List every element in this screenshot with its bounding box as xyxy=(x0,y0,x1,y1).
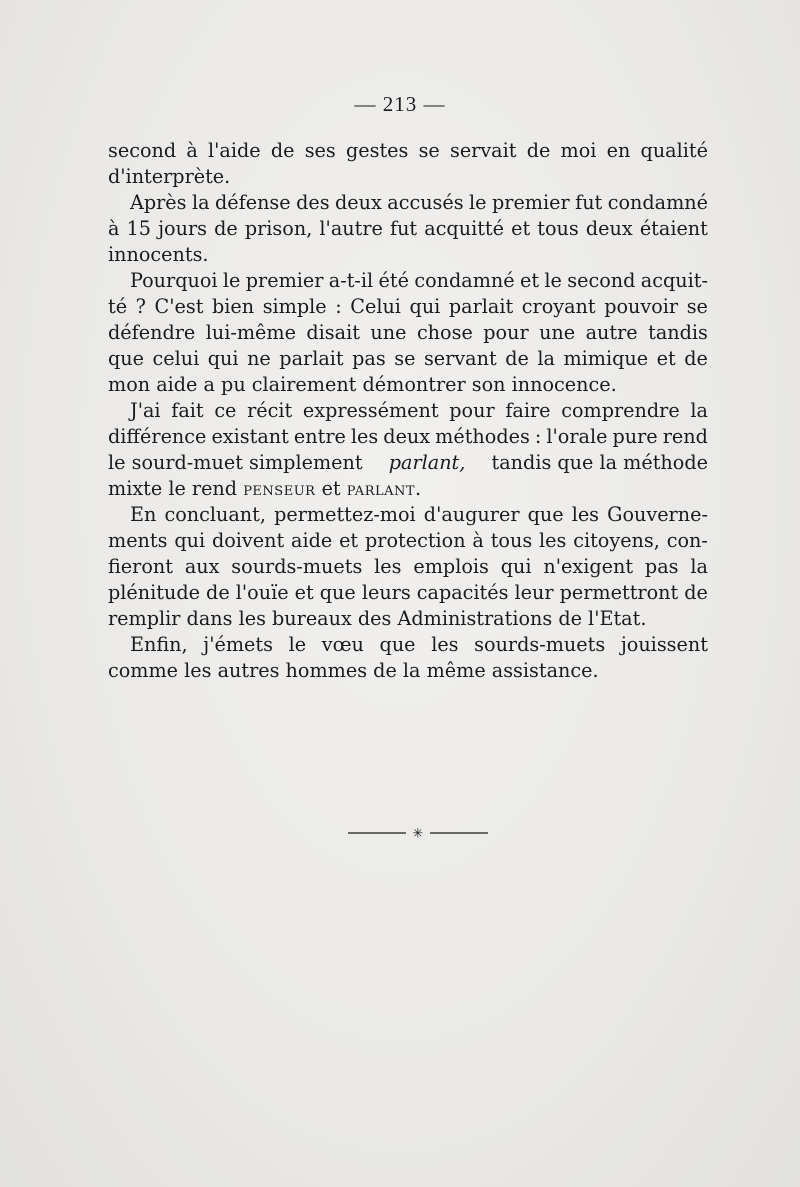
word: des xyxy=(296,191,330,214)
word: et xyxy=(519,269,540,292)
word: vœu xyxy=(321,633,364,656)
word: à xyxy=(186,139,198,162)
word: qui xyxy=(500,555,532,578)
word: doivent xyxy=(211,529,285,552)
word: étaient xyxy=(639,217,708,240)
word: parlait xyxy=(279,347,344,370)
word: concluant, xyxy=(164,503,266,526)
word: tandis xyxy=(648,321,708,344)
word: pas xyxy=(352,347,386,370)
word: n'exigent xyxy=(543,555,634,578)
word: méthodes xyxy=(435,425,530,448)
word: : xyxy=(534,425,542,448)
line-text: le sourd-muet simplement xyxy=(108,451,363,474)
text-line xyxy=(108,294,708,320)
word: les xyxy=(350,425,379,448)
word: J'ai xyxy=(130,399,161,422)
word: de xyxy=(684,347,708,370)
word: et xyxy=(656,347,676,370)
word: emplois xyxy=(413,555,489,578)
word: se xyxy=(686,295,708,318)
word: C'est xyxy=(154,295,204,318)
word: premier xyxy=(491,191,570,214)
word: permettront xyxy=(559,581,679,604)
text-line xyxy=(108,268,708,294)
line-text xyxy=(130,268,708,294)
word: en xyxy=(606,139,631,162)
word: j'émets xyxy=(203,633,273,656)
word: l'aide xyxy=(208,139,261,162)
word: citoyens, xyxy=(573,529,660,552)
word: qualité xyxy=(640,139,708,162)
word: jouissent xyxy=(620,633,708,656)
word: : xyxy=(335,295,342,318)
word: l'orale xyxy=(546,425,608,448)
line-text xyxy=(108,320,708,346)
word: second xyxy=(108,139,177,162)
word: fut xyxy=(575,191,603,214)
word: acquit- xyxy=(640,269,708,292)
word: pouvoir xyxy=(604,295,679,318)
word: de xyxy=(270,139,295,162)
word: chose xyxy=(416,321,473,344)
text-line xyxy=(108,424,708,450)
word: moi xyxy=(560,139,597,162)
paragraph-2 xyxy=(108,190,708,268)
word: d'augurer xyxy=(423,503,520,526)
text-line xyxy=(108,164,708,190)
line-text xyxy=(108,580,708,606)
line-text xyxy=(108,424,708,450)
word: lui-même xyxy=(205,321,296,344)
word: simple xyxy=(262,295,327,318)
word: et xyxy=(511,217,531,240)
line-text: et xyxy=(321,477,341,500)
word: de xyxy=(206,581,230,604)
word: une xyxy=(539,321,576,344)
word: Gouverne- xyxy=(607,503,708,526)
body-text xyxy=(108,138,708,684)
line-text xyxy=(130,190,708,216)
word: condamné xyxy=(414,269,515,292)
word: prison, xyxy=(244,217,313,240)
word: acquitté xyxy=(424,217,504,240)
word: l'autre xyxy=(319,217,383,240)
word: le xyxy=(222,269,241,292)
word: aide xyxy=(291,529,333,552)
word: Après xyxy=(130,191,187,214)
text-line xyxy=(108,658,708,684)
paragraph-4 xyxy=(108,398,708,502)
word: rend xyxy=(662,425,708,448)
paragraph-5 xyxy=(108,502,708,632)
word: se xyxy=(394,347,416,370)
text-line xyxy=(108,398,708,424)
word: mimique xyxy=(563,347,649,370)
section-end-ornament xyxy=(348,826,488,840)
word: permettez-moi xyxy=(274,503,416,526)
word: leurs xyxy=(361,581,411,604)
line-text: tandis que la méthode xyxy=(491,451,708,474)
word: de xyxy=(684,581,708,604)
word: et xyxy=(294,581,314,604)
smallcaps-penseur: penseur xyxy=(243,477,316,500)
word: récit xyxy=(247,399,293,422)
word: leur xyxy=(514,581,554,604)
word: que xyxy=(379,633,416,656)
word: une xyxy=(370,321,407,344)
word: gestes xyxy=(345,139,409,162)
line-text: d'interprète. xyxy=(108,165,231,188)
word: la xyxy=(690,555,708,578)
word: ce xyxy=(214,399,237,422)
word: bien xyxy=(211,295,255,318)
text-line xyxy=(108,138,708,164)
word: autre xyxy=(585,321,638,344)
line-text xyxy=(108,216,708,242)
text-line xyxy=(108,554,708,580)
text-line xyxy=(108,346,708,372)
line-text: innocents. xyxy=(108,243,209,266)
word: En xyxy=(130,503,157,526)
word: les xyxy=(571,503,600,526)
word: entre xyxy=(293,425,346,448)
text-line xyxy=(108,528,708,554)
word: et xyxy=(339,529,359,552)
smallcaps-parlant: parlant. xyxy=(346,477,422,500)
word: comprendre xyxy=(561,399,680,422)
word: de xyxy=(214,217,238,240)
line-text xyxy=(130,632,708,658)
line-text: remplir dans les bureaux des Administrations de l'Etat. xyxy=(108,607,647,630)
word: qui xyxy=(409,295,441,318)
line-text: mon aide a pu clairement démontrer son innocence. xyxy=(108,373,617,396)
text-line xyxy=(108,476,708,502)
word: expressément xyxy=(302,399,439,422)
line-text xyxy=(108,138,708,164)
word: ne xyxy=(247,347,271,370)
word: 15 xyxy=(126,217,151,240)
word: ments xyxy=(108,529,168,552)
word: de xyxy=(526,139,551,162)
word: disait xyxy=(306,321,360,344)
line-text: comme les autres hommes de la même assistance. xyxy=(108,659,599,682)
word: défense xyxy=(214,191,291,214)
text-line xyxy=(108,320,708,346)
asterisk-ornament-icon: ✳ xyxy=(412,826,424,840)
line-text xyxy=(130,398,708,424)
text-line xyxy=(108,580,708,606)
word: le xyxy=(288,633,307,656)
word: faire xyxy=(505,399,551,422)
word: les xyxy=(431,633,459,656)
word: deux xyxy=(383,425,431,448)
word: second xyxy=(567,269,636,292)
word: aux xyxy=(184,555,220,578)
word: la xyxy=(191,191,210,214)
word: condamné xyxy=(607,191,708,214)
word: fait xyxy=(171,399,204,422)
line-text xyxy=(108,528,708,554)
word: deux xyxy=(585,217,633,240)
word: a-t-il xyxy=(328,269,374,292)
word: Enfin, xyxy=(130,633,188,656)
emphasis-parlant: parlant, xyxy=(388,451,466,474)
page-number: — 213 — xyxy=(354,92,446,116)
text-line xyxy=(108,502,708,528)
word: été xyxy=(378,269,409,292)
word: parlait xyxy=(448,295,514,318)
word: la xyxy=(690,399,708,422)
text-line xyxy=(108,242,708,268)
word: pure xyxy=(612,425,658,448)
word: con- xyxy=(666,529,708,552)
word: qui xyxy=(207,347,239,370)
word: de xyxy=(505,347,529,370)
word: fut xyxy=(389,217,418,240)
paragraph-3 xyxy=(108,268,708,398)
word: Pourquoi xyxy=(130,269,218,292)
word: tous xyxy=(490,529,533,552)
word: servait xyxy=(449,139,517,162)
word: les xyxy=(539,529,567,552)
word: deux xyxy=(335,191,382,214)
word: celui xyxy=(152,347,200,370)
word: se xyxy=(418,139,440,162)
word: que xyxy=(108,347,144,370)
word: sourds-muets xyxy=(231,555,363,578)
text-line xyxy=(108,450,708,476)
text-line xyxy=(108,632,708,658)
word: l'ouïe xyxy=(235,581,289,604)
word: capacités xyxy=(416,581,509,604)
word: les xyxy=(374,555,402,578)
word: pour xyxy=(483,321,529,344)
word: té xyxy=(108,295,128,318)
line-text xyxy=(130,502,708,528)
word: jours xyxy=(158,217,207,240)
line-text xyxy=(108,294,708,320)
word: que xyxy=(319,581,356,604)
word: ? xyxy=(135,295,146,318)
word: le xyxy=(544,269,562,292)
word: la xyxy=(537,347,555,370)
word: différence xyxy=(108,425,207,448)
word: Celui xyxy=(350,295,401,318)
line-text xyxy=(108,346,708,372)
word: pour xyxy=(449,399,495,422)
paragraph-1 xyxy=(108,138,708,190)
word: servant xyxy=(423,347,497,370)
word: pas xyxy=(644,555,679,578)
word: existant xyxy=(211,425,289,448)
word: protection xyxy=(365,529,466,552)
line-text xyxy=(108,554,708,580)
word: premier xyxy=(245,269,324,292)
word: le xyxy=(469,191,487,214)
word: tous xyxy=(537,217,579,240)
text-line xyxy=(108,372,708,398)
text-line xyxy=(108,190,708,216)
word: ses xyxy=(304,139,336,162)
word: fieront xyxy=(108,555,173,578)
word: à xyxy=(108,217,120,240)
word: défendre xyxy=(108,321,196,344)
text-line xyxy=(108,606,708,632)
word: que xyxy=(527,503,564,526)
word: accusés xyxy=(387,191,464,214)
word: à xyxy=(472,529,484,552)
text-line xyxy=(108,216,708,242)
paragraph-6 xyxy=(108,632,708,684)
word: qui xyxy=(174,529,206,552)
line-text: mixte le rend xyxy=(108,477,238,500)
word: croyant xyxy=(521,295,596,318)
word: plénitude xyxy=(108,581,200,604)
word: sourds-muets xyxy=(474,633,606,656)
